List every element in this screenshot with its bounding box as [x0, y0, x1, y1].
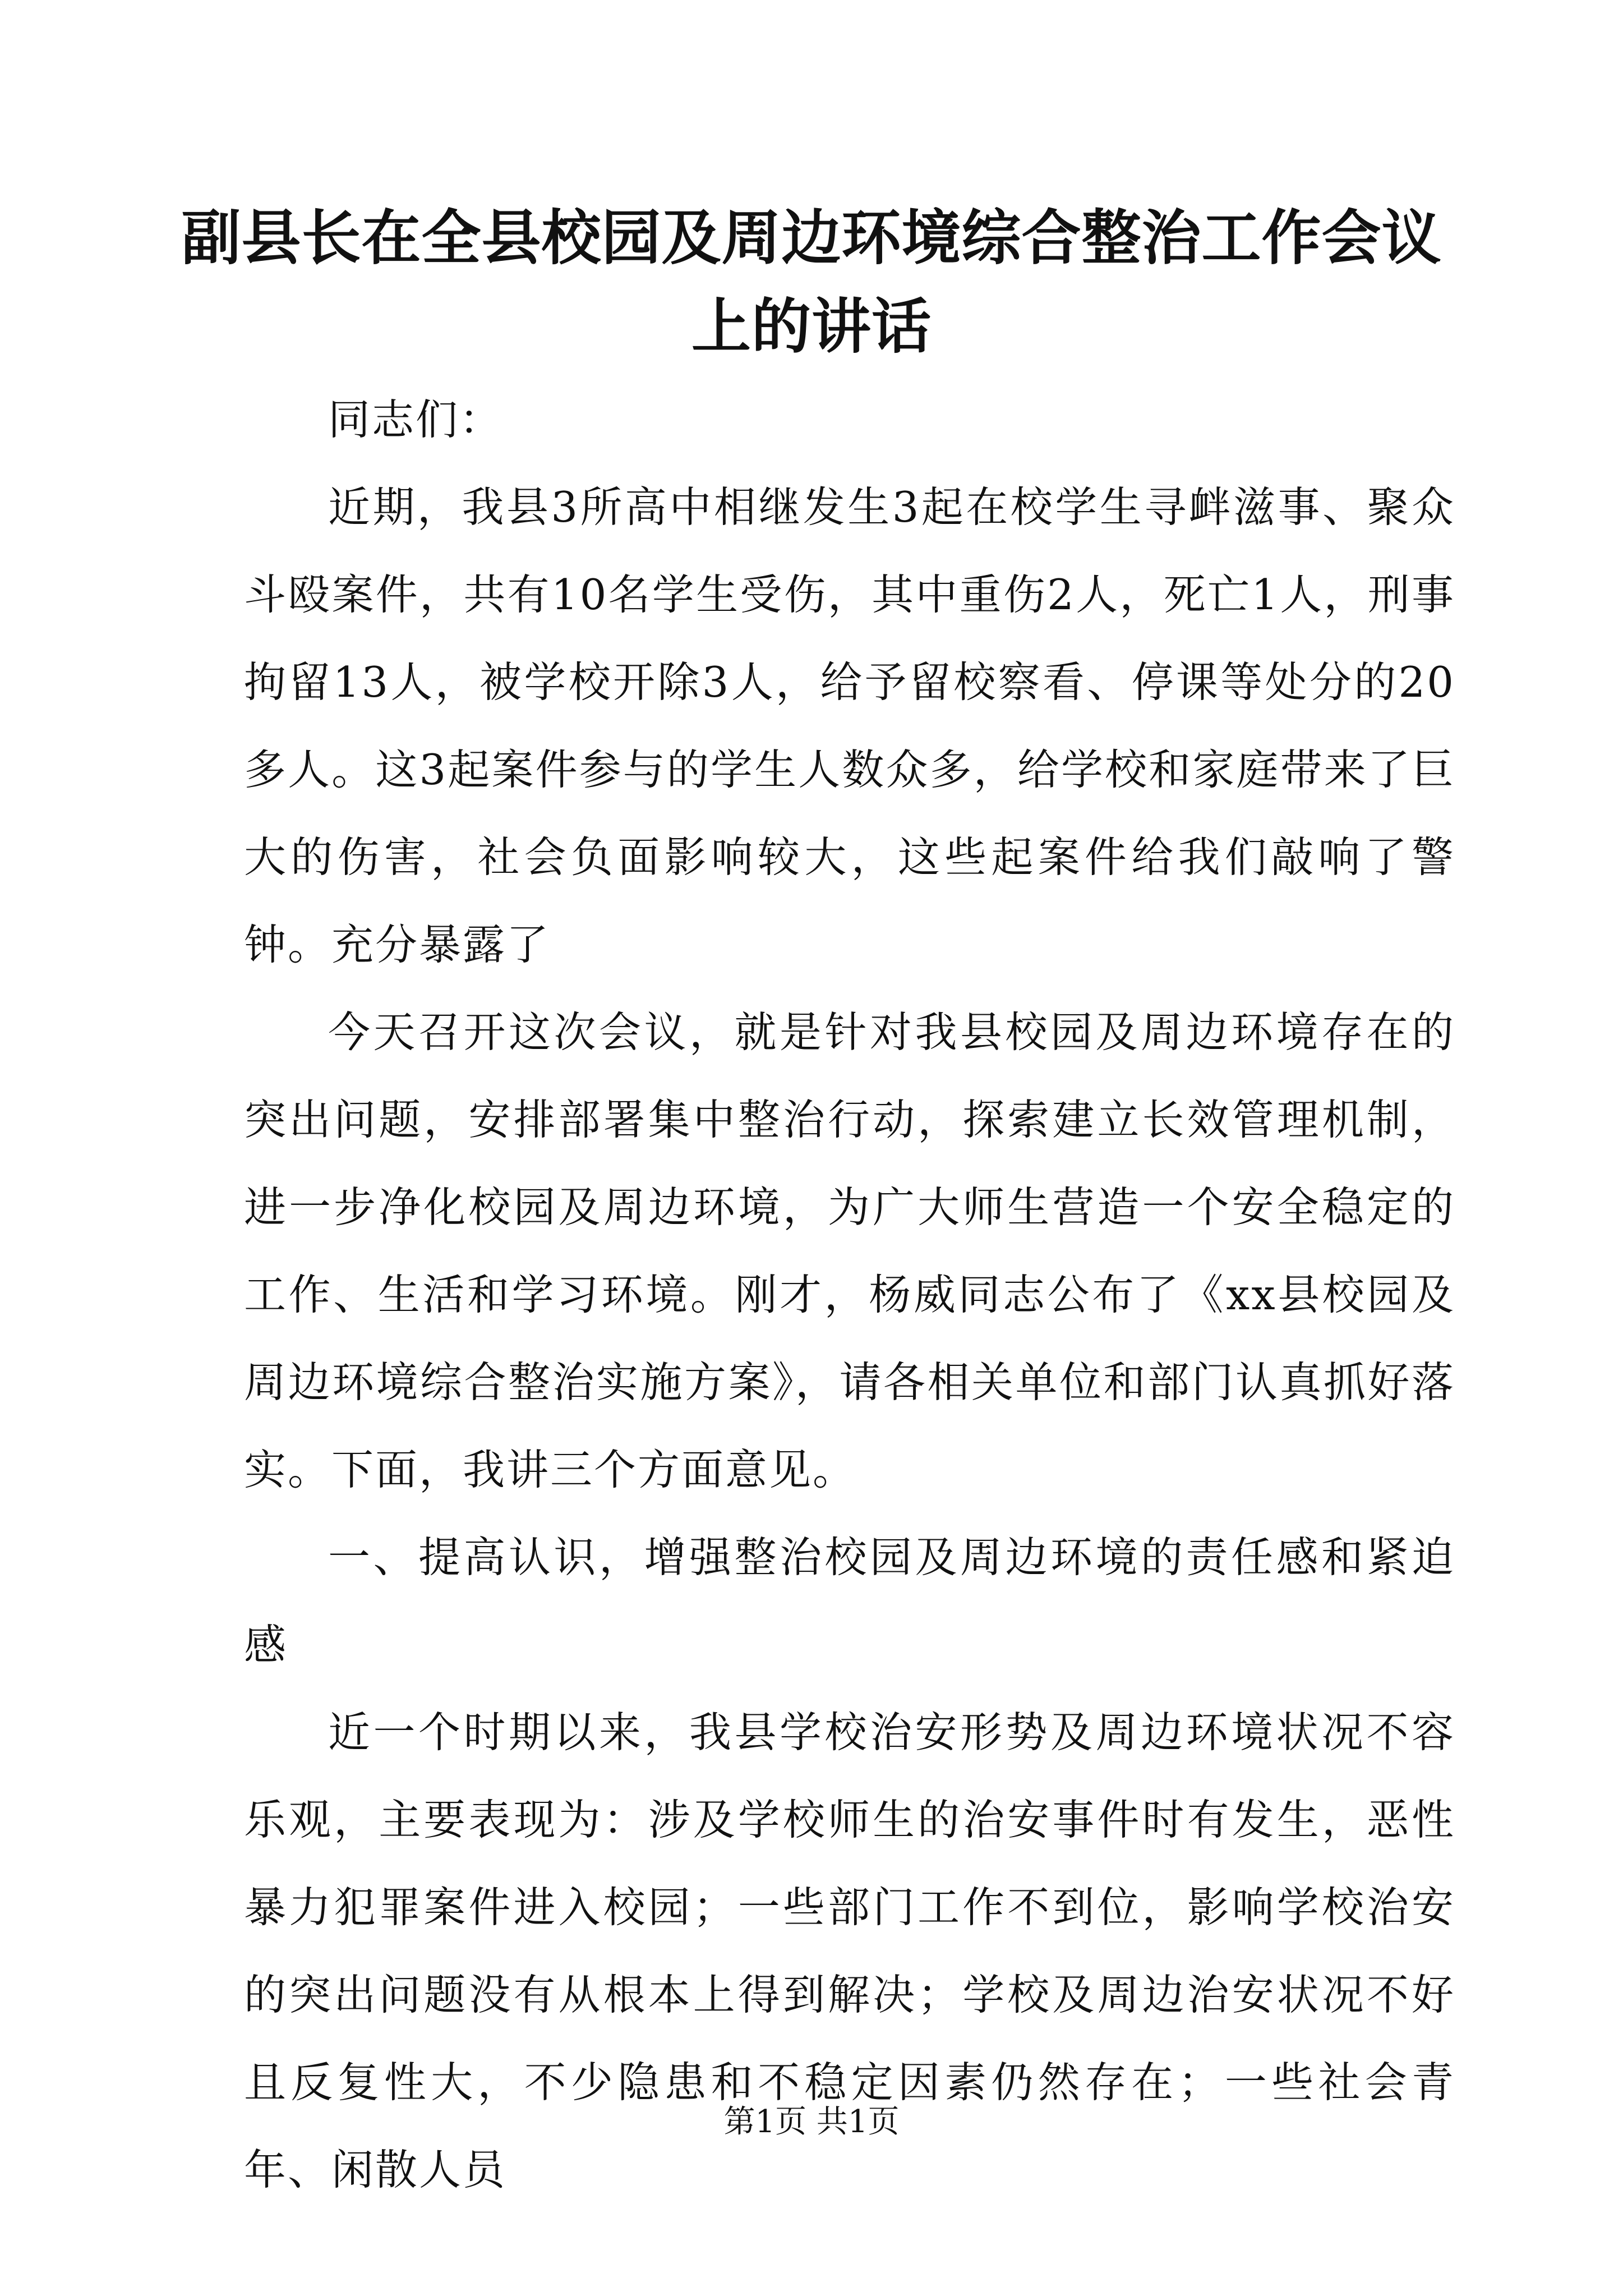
- document-body: [244, 376, 1455, 2214]
- paragraph-incidents: 近期，我县3所高中相继发生3起在校学生寻衅滋事、聚众斗殴案件，共有10名学生受伤，其中重伤2人，死亡1人，刑事拘留13人，被学校开除3人，给予留校察看、停课等处分的20多人。这3起案件参与的学生人数众多，给学校和家庭带来了巨大的伤害，社会负面影响较大，这些起案件给我们敲响了警钟。充分暴露了: [244, 482, 1455, 969]
- salutation: 同志们：: [328, 395, 504, 444]
- page-footer: 第1页 共1页: [723, 2104, 900, 2140]
- paragraph-meeting-purpose: 今天召开这次会议，就是针对我县校园及周边环境存在的突出问题，安排部署集中整治行动，探索建立长效管理机制，进一步净化校园及周边环境，为广大师生营造一个安全稳定的工作、生活和学习环境。刚才，杨威同志公布了《xx县校园及周边环境综合整治实施方案》，请各相关单位和部门认真抓好落实。下面，我讲三个方面意见。: [244, 1007, 1455, 1494]
- section-heading-1: 一、提高认识，增强整治校园及周边环境的责任感和紧迫感: [244, 1533, 1455, 1669]
- document-title: 副县长在全县校园及周边环境综合整治工作会议上的讲话: [181, 203, 1442, 361]
- paragraph-situation: 近一个时期以来，我县学校治安形势及周边环境状况不容乐观，主要表现为：涉及学校师生的治安事件时有发生，恶性暴力犯罪案件进入校园；一些部门工作不到位，影响学校治安的突出问题没有从根本上得到解决；学校及周边治安状况不好且反复性大，不少隐患和不稳定因素仍然存在；一些社会青年、闲散人员: [244, 1708, 1455, 2194]
